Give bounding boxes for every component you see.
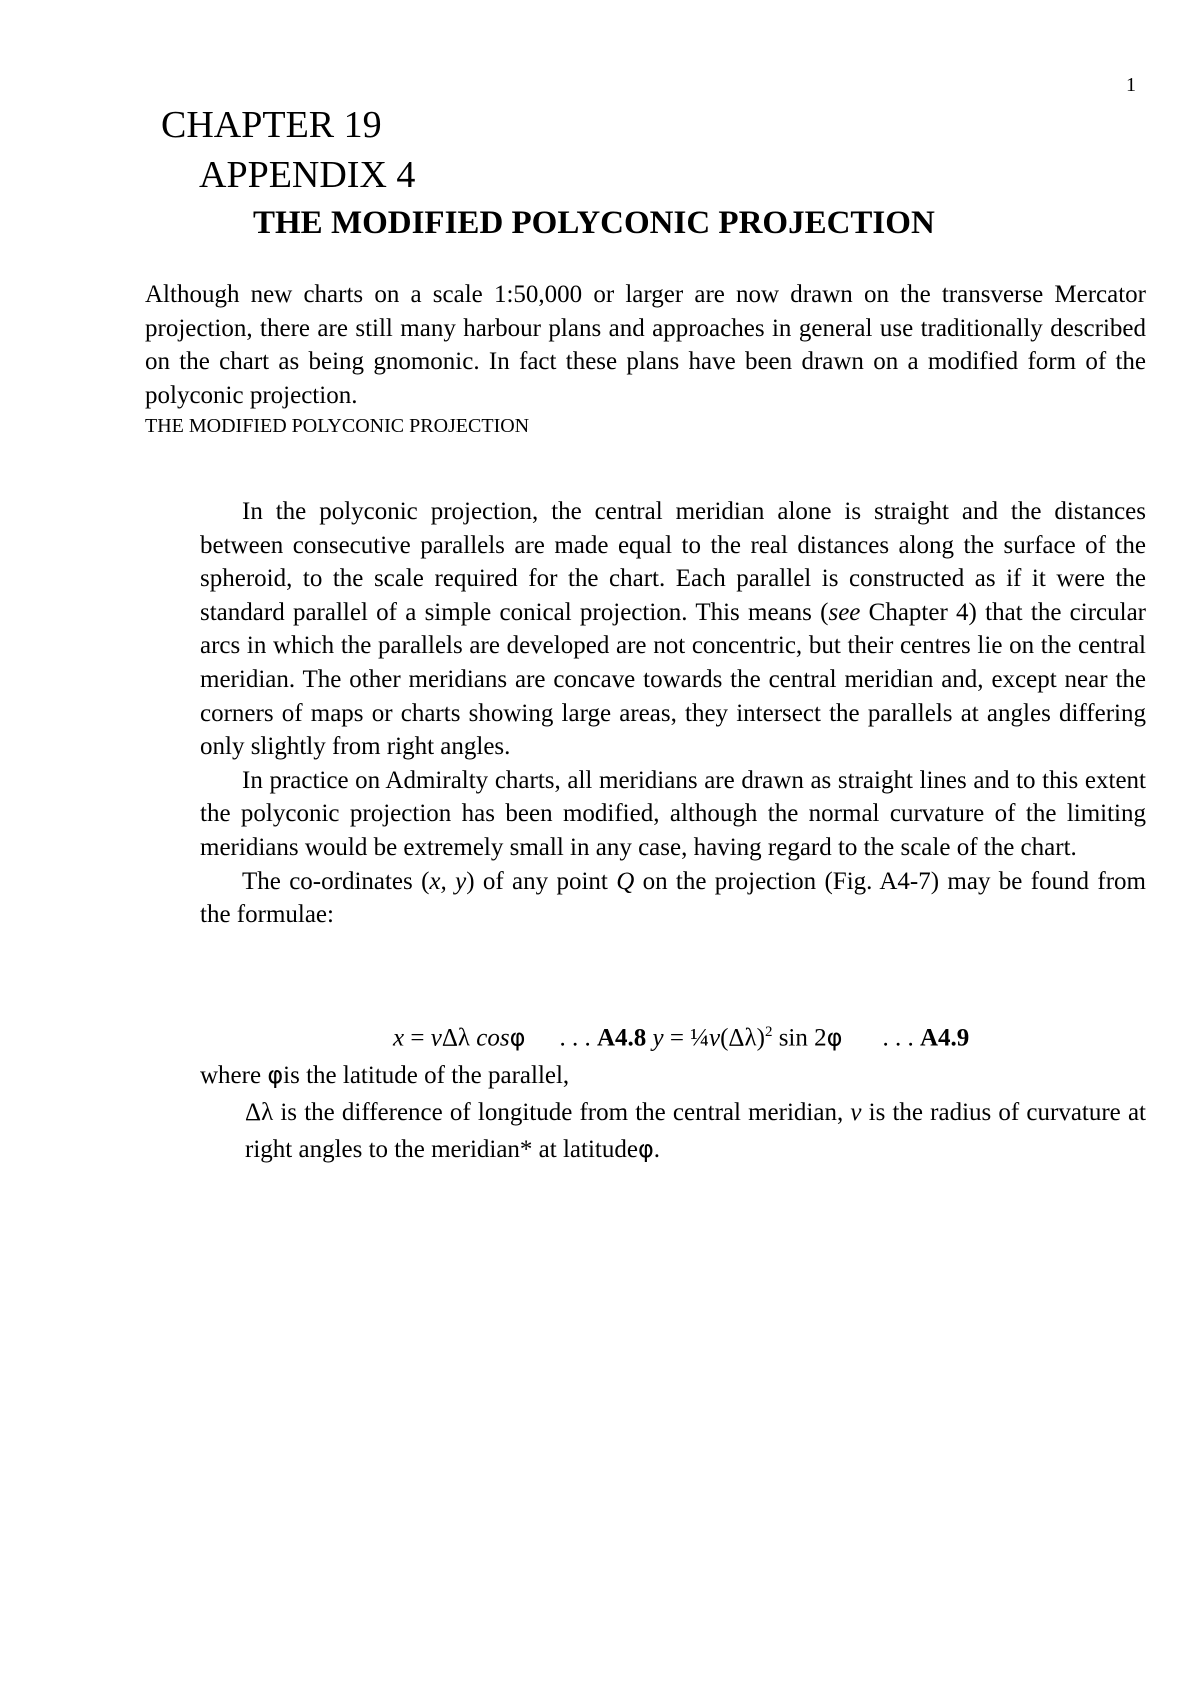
formula-y-square: 2 — [764, 1024, 773, 1040]
paragraph-3-part-2: ) of any point — [466, 867, 617, 895]
formula-x-delta-lambda: Δλ — [441, 1024, 477, 1052]
delta-end: . — [653, 1136, 661, 1163]
intro-text: Although new charts on a scale 1:50,000 or larger are now drawn on the transverse Mercator projection, there are still many harbour plans and approaches in general use traditionally described on the chart as being gnomonic. In fact these plans have been drawn on a modified form of the polyconic projection. — [145, 281, 1146, 409]
formula-ref-a4-9: A4.9 — [919, 1024, 970, 1052]
intro-paragraph — [145, 278, 1146, 412]
where-phi: φ — [267, 1061, 284, 1089]
paragraph-3 — [200, 865, 1146, 932]
formula-y-nu: v — [708, 1024, 721, 1052]
formula-ref-a4-8: A4.8 — [596, 1024, 647, 1052]
formula-x-phi: φ — [509, 1023, 526, 1052]
formula-y-var: y — [652, 1024, 664, 1052]
formula-dots-2: . . . — [882, 1024, 920, 1052]
formula-x-var: x — [393, 1024, 405, 1052]
formula-line — [393, 1015, 969, 1055]
delta-nu: v — [850, 1099, 862, 1126]
where-line — [200, 1058, 569, 1093]
paragraph-1-part-2: Chapter 4) that the circular arcs in which the parallels are developed are not concentric, but their centres lie on the central meridian. The other meridians are concave towards the central meridian and, except near the corners of maps or charts showing large areas, they intersect the parallels at angles differing only slightly from right angles. — [200, 598, 1146, 761]
formula-x-nu: v — [430, 1024, 442, 1052]
delta-lambda-paragraph — [245, 1095, 1146, 1168]
where-part-2: is the latitude of the parallel, — [283, 1062, 570, 1089]
delta-part-2: is the radius of curvature at right angles to the meridian* at latitude — [245, 1099, 1146, 1163]
delta-phi: φ — [637, 1135, 654, 1163]
see-italic: see — [828, 598, 861, 626]
running-head: THE MODIFIED POLYCONIC PROJECTION — [145, 415, 530, 437]
delta-part-1: Δλ is the difference of longitude from the central meridian, — [245, 1099, 851, 1126]
formula-dots-1: . . . — [559, 1024, 597, 1052]
formula-y-phi: φ — [826, 1023, 843, 1052]
paragraph-1-part-1: In the polyconic projection, the central meridian alone is straight and the distances between consecutive parallels are made equal to the real distances along the surface of the spheroid, to the scale required for the chart. Each parallel is constructed as if it were the standard parallel of a simple conical projection. This means ( — [200, 498, 1146, 626]
paragraph-3-part-3: on the projection (Fig. A4-7) may be found from the formulae: — [200, 867, 1146, 929]
page-number: 1 — [1126, 74, 1136, 96]
body-text — [200, 495, 1146, 932]
paragraph-3-part-1: The co-ordinates ( — [242, 867, 430, 895]
page-title: THE MODIFIED POLYCONIC PROJECTION — [253, 205, 935, 241]
chapter-heading: CHAPTER 19 — [161, 104, 382, 146]
q-italic: Q — [616, 867, 635, 895]
formula-x-cos: cos — [476, 1024, 510, 1052]
formula-x-eq: = — [404, 1024, 431, 1052]
formula-y-eq: = ¼ — [663, 1024, 709, 1052]
paragraph-2: In practice on Admiralty charts, all meridians are drawn as straight lines and to this extent the polyconic projection has been modified, although the normal curvature of the limiting meridians would be extremely small in any case, having regard to the scale of the chart. — [200, 766, 1146, 861]
appendix-heading: APPENDIX 4 — [199, 154, 416, 196]
formula-y-sin: sin 2 — [772, 1024, 827, 1052]
paragraph-1 — [200, 495, 1146, 764]
where-part-1: where — [200, 1062, 268, 1089]
xy-italic: x, y — [429, 867, 467, 895]
formula-y-delta-lambda: (Δλ) — [720, 1024, 765, 1052]
